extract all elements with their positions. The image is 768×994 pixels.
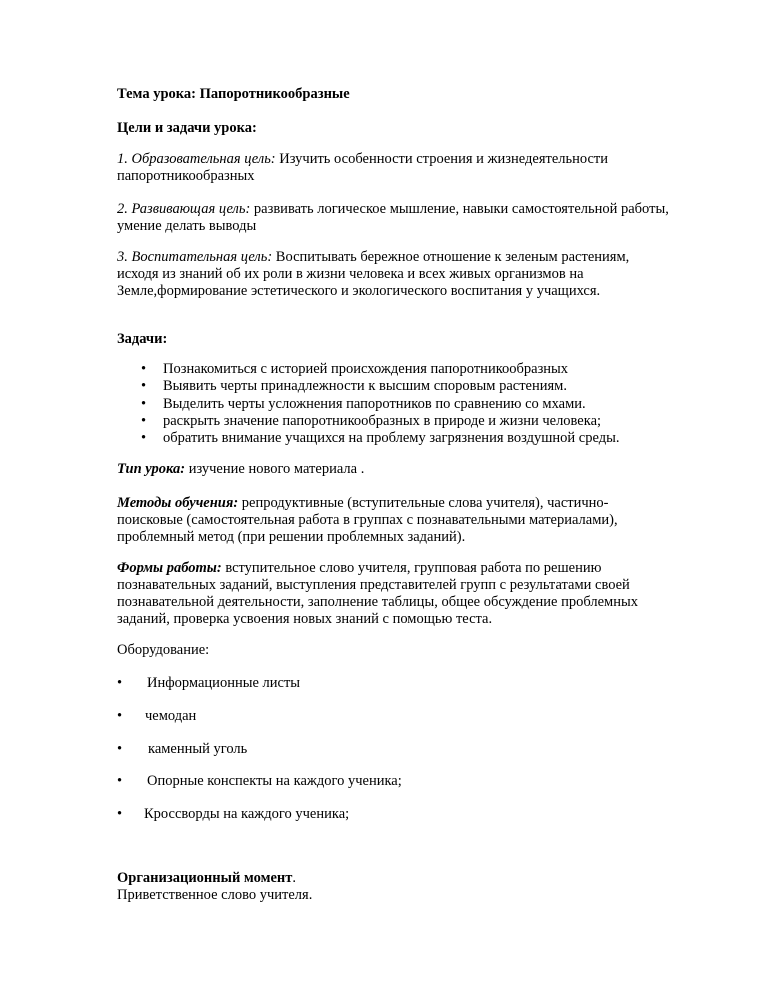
greeting-text: Приветственное слово учителя. [117, 887, 313, 903]
methods-text: репродуктивные (вступительные слова учителя), частично-поисковые (самостоятельная работа в группах с познавательными материалами), проблемный метод (при решении проблемных заданий). [117, 495, 618, 545]
goal-educational [117, 151, 677, 185]
lesson-type [117, 461, 677, 478]
equipment-label: каменный уголь [148, 741, 248, 757]
goal-text: Изучить особенности строения и жизнедеятельности папоротникообразных [117, 151, 609, 184]
topic-value: Папоротникообразные [199, 86, 350, 102]
list-item: • Познакомиться с историей происхождения папоротникообразных [117, 361, 619, 378]
forms-label: Формы работы: [117, 560, 222, 576]
bullet: • [117, 806, 123, 822]
org-moment-heading [117, 870, 296, 887]
bullet: • [117, 708, 123, 724]
lesson-type-label: Тип урока: [117, 461, 186, 477]
org-moment-suffix: . [292, 870, 297, 886]
equipment-label: Кроссворды на каждого ученика; [144, 806, 350, 822]
methods-label: Методы обучения: [117, 495, 239, 511]
list-item: • обратить внимание учащихся на проблему загрязнения воздушной среды. [117, 430, 619, 447]
goals-heading: Цели и задачи урока: [117, 120, 257, 136]
goal-text: развивать логическое мышление, навыки самостоятельной работы, умение делать выводы [117, 201, 669, 234]
goal-label: 3. Воспитательная цель: [117, 249, 273, 265]
lesson-type-text: изучение нового материала . [188, 461, 365, 477]
equipment-label: Информационные листы [147, 675, 301, 691]
equipment-heading: Оборудование: [117, 642, 210, 658]
work-forms [117, 560, 647, 628]
goal-text: Воспитывать бережное отношение к зеленым растениям, исходя из знаний об их роли в жизни человека и всех живых организмов на Земле,формирование эстетического и экологического воспитания у учащихся. [117, 249, 630, 299]
equipment-label: Опорные конспекты на каждого ученика; [147, 773, 402, 789]
list-item: • Выделить черты усложнения папоротников по сравнению со мхами. [117, 396, 619, 413]
equipment-label: чемодан [145, 708, 197, 724]
list-item: • раскрыть значение папоротникообразных в природе и жизни человека; [117, 413, 619, 430]
forms-text: вступительное слово учителя, групповая работа по решению познавательных заданий, выступления представителей групп с результатами своей познавательной деятельности, заполнение таблицы, общее обсуждение проблемных заданий, проверка усвоения новых знаний с помощью теста. [117, 560, 638, 627]
goal-label: 1. Образовательная цель: [117, 151, 276, 167]
bullet: • [117, 741, 123, 757]
goal-upbringing [117, 249, 662, 300]
goal-label: 2. Развивающая цель: [117, 201, 251, 217]
org-moment-label: Организационный момент [117, 870, 293, 886]
tasks-heading: Задачи: [117, 331, 168, 347]
list-item: • Выявить черты принадлежности к высшим споровым растениям. [117, 378, 619, 395]
topic-label: Тема урока: [117, 86, 196, 102]
bullet: • [117, 675, 123, 691]
lesson-topic [117, 86, 350, 103]
tasks-list [117, 361, 619, 447]
teaching-methods [117, 495, 647, 546]
bullet: • [117, 773, 123, 789]
goal-developmental [117, 201, 677, 235]
